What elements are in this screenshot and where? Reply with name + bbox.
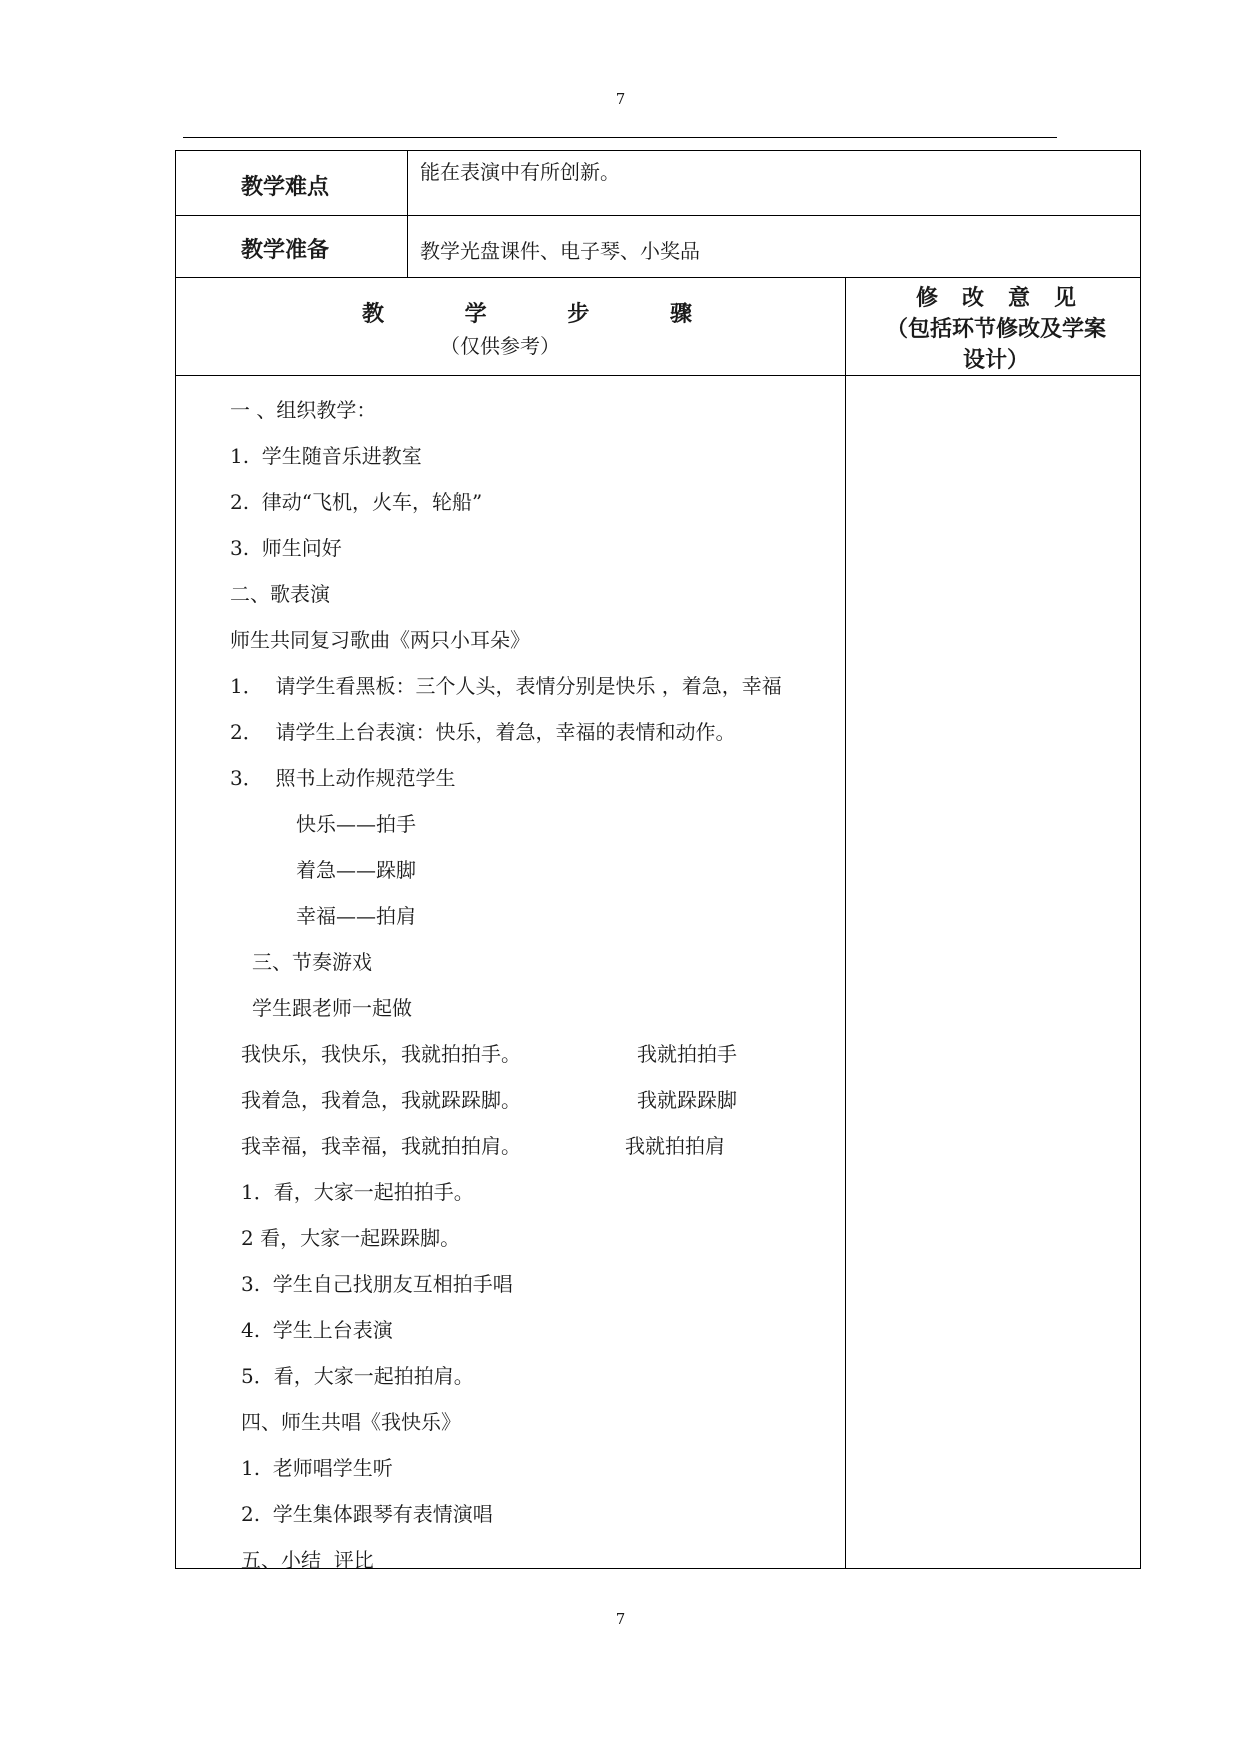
step-line: 4. 学生上台表演: [241, 1318, 393, 1342]
preparation-label: 教学准备: [241, 238, 330, 263]
remarks-title: [852, 283, 1140, 376]
step-line: 快乐——拍手: [296, 812, 416, 836]
step-line: 5．看，大家一起拍拍肩。: [241, 1364, 474, 1388]
preparation-value: 教学光盘课件、电子琴、小奖品: [420, 239, 700, 263]
row-divider: [175, 277, 1141, 278]
step-line: 2 看，大家一起跺跺脚。: [241, 1226, 461, 1250]
step-line: 1. 老师唱学生听: [241, 1456, 393, 1480]
page-number-bottom: 7: [615, 1610, 626, 1628]
steps-title-char: 步: [567, 302, 590, 327]
step-line: 我快乐，我快乐，我就拍拍手。: [241, 1042, 521, 1066]
step-line: 我幸福，我幸福，我就拍拍肩。: [241, 1134, 521, 1158]
difficulty-label: 教学难点: [241, 175, 330, 200]
step-line: 幸福——拍肩: [296, 904, 416, 928]
step-line: 学生跟老师一起做: [252, 996, 412, 1020]
echo-line: 我就拍拍手: [637, 1042, 737, 1066]
step-line: 3. 学生自己找朋友互相拍手唱: [241, 1272, 513, 1296]
step-line: 三、节奏游戏: [252, 950, 372, 974]
step-line: 一 、组织教学：: [230, 398, 377, 422]
step-line: 2. 律动“飞机，火车，轮船”: [230, 490, 483, 514]
step-line: 2． 请学生上台表演：快乐，着急，幸福的表情和动作。: [230, 720, 736, 744]
echo-line: 我就跺跺脚: [637, 1088, 737, 1112]
remarks-title-char: 意: [1008, 286, 1031, 311]
step-line: 师生共同复习歌曲《两只小耳朵》: [230, 628, 530, 652]
remarks-title-char: 改: [961, 286, 984, 311]
step-line: 3． 照书上动作规范学生: [230, 766, 456, 790]
difficulty-value: 能在表演中有所创新。: [420, 160, 620, 184]
step-line: 着急——跺脚: [296, 858, 416, 882]
echo-line: 我就拍拍肩: [625, 1134, 725, 1158]
step-line: 1． 请学生看黑板：三个人头，表情分别是快乐 ，着急，幸福: [230, 674, 782, 698]
remarks-title-char: 修: [915, 286, 938, 311]
remarks-title-line: （包括环节修改及学案: [885, 317, 1106, 342]
row-divider: [175, 215, 1141, 216]
step-line: 我着急，我着急，我就跺跺脚。: [241, 1088, 521, 1112]
steps-title-char: 骤: [669, 302, 692, 327]
step-line: 五、小结 评比: [241, 1548, 374, 1572]
steps-subtitle: （仅供参考）: [440, 334, 560, 358]
steps-title: [362, 297, 692, 328]
step-line: 二、歌表演: [230, 582, 330, 606]
remarks-title-char: 见: [1054, 286, 1077, 311]
step-line: 1. 学生随音乐进教室: [230, 444, 422, 468]
column-divider: [407, 150, 408, 277]
step-line: 3. 师生问好: [230, 536, 342, 560]
step-line: 2. 学生集体跟琴有表情演唱: [241, 1502, 493, 1526]
step-line: 四、师生共唱《我快乐》: [241, 1410, 461, 1434]
remarks-title-line: 设计）: [962, 348, 1029, 373]
step-line: 1．看，大家一起拍拍手。: [241, 1180, 474, 1204]
column-divider: [845, 277, 846, 1569]
steps-title-char: 教: [362, 302, 385, 327]
steps-title-char: 学: [464, 302, 487, 327]
page-number-top: 7: [615, 90, 626, 108]
header-rule: [183, 137, 1057, 138]
